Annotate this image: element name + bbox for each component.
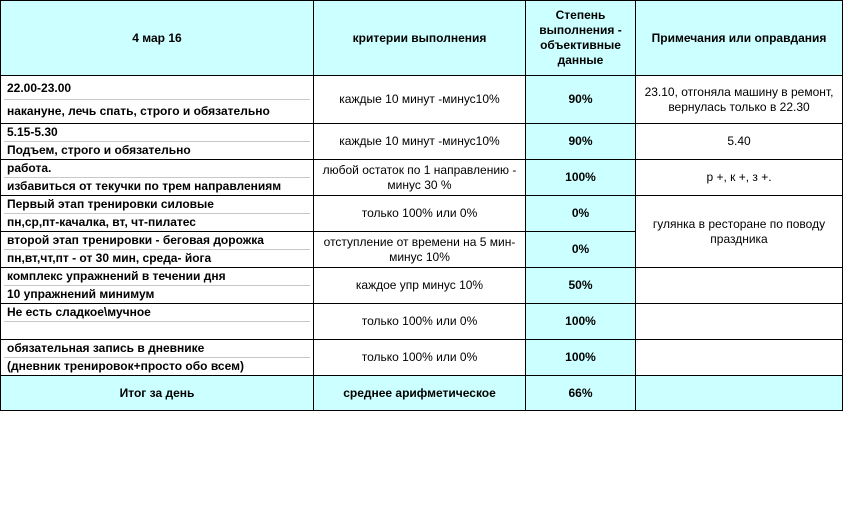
table-row — [1, 304, 843, 340]
table-row — [1, 340, 843, 376]
task-line-2: 10 упражнений минимум — [7, 287, 155, 301]
task-line-1: Не есть сладкое\мучное — [4, 304, 310, 322]
criteria-cell[interactable]: только 100% или 0% — [314, 196, 526, 232]
degree-cell[interactable]: 90% — [526, 76, 636, 124]
degree-cell[interactable]: 0% — [526, 196, 636, 232]
task-cell[interactable] — [1, 232, 314, 268]
task-cell[interactable] — [1, 196, 314, 232]
header-date[interactable]: 4 мар 16 — [1, 1, 314, 76]
task-line-2: накануне, лечь спать, строго и обязательно — [7, 104, 270, 118]
task-line-1: Первый этап тренировки силовые — [4, 196, 310, 214]
task-line-1: комплекс упражнений в течении дня — [4, 268, 310, 286]
degree-cell[interactable]: 100% — [526, 340, 636, 376]
task-line-1: 22.00-23.00 — [4, 77, 310, 100]
criteria-cell[interactable]: только 100% или 0% — [314, 304, 526, 340]
task-line-2: Подъем, строго и обязательно — [7, 143, 191, 157]
criteria-cell[interactable]: каждые 10 минут -минус10% — [314, 124, 526, 160]
task-cell[interactable] — [1, 304, 314, 340]
table-row — [1, 160, 843, 196]
table-row — [1, 268, 843, 304]
degree-cell[interactable]: 0% — [526, 232, 636, 268]
header-row — [1, 1, 843, 76]
total-degree[interactable]: 66% — [526, 376, 636, 411]
notes-cell[interactable]: 5.40 — [636, 124, 843, 160]
header-degree[interactable]: Степень выполнения - объективные данные — [526, 1, 636, 76]
notes-cell-merged[interactable]: гулянка в ресторане по поводу праздника — [636, 196, 843, 268]
task-line-2: избавиться от текучки по трем направлениям — [7, 179, 282, 193]
total-label[interactable]: Итог за день — [1, 376, 314, 411]
total-notes[interactable] — [636, 376, 843, 411]
task-cell[interactable] — [1, 160, 314, 196]
task-line-2 — [4, 322, 310, 339]
degree-cell[interactable]: 90% — [526, 124, 636, 160]
header-criteria[interactable]: критерии выполнения — [314, 1, 526, 76]
task-cell[interactable] — [1, 76, 314, 124]
task-cell[interactable] — [1, 340, 314, 376]
notes-cell[interactable]: р +, к +, з +. — [636, 160, 843, 196]
task-cell[interactable] — [1, 268, 314, 304]
degree-cell[interactable]: 50% — [526, 268, 636, 304]
degree-cell[interactable]: 100% — [526, 304, 636, 340]
criteria-cell[interactable]: отступление от времени на 5 мин- минус 10% — [314, 232, 526, 268]
task-line-1: 5.15-5.30 — [4, 124, 310, 142]
criteria-cell[interactable]: любой остаток по 1 направлению - минус 30 % — [314, 160, 526, 196]
notes-cell[interactable] — [636, 304, 843, 340]
notes-cell[interactable] — [636, 268, 843, 304]
task-line-2: (дневник тренировок+просто обо всем) — [7, 359, 244, 373]
criteria-cell[interactable]: каждые 10 минут -минус10% — [314, 76, 526, 124]
table-row — [1, 76, 843, 124]
task-line-2: пн,вт,чт,пт - от 30 мин, среда- йога — [7, 251, 212, 265]
task-line-2: пн,ср,пт-качалка, вт, чт-пилатес — [7, 215, 196, 229]
degree-cell[interactable]: 100% — [526, 160, 636, 196]
criteria-cell[interactable]: только 100% или 0% — [314, 340, 526, 376]
table-row — [1, 196, 843, 232]
total-criteria[interactable]: среднее арифметическое — [314, 376, 526, 411]
criteria-cell[interactable]: каждое упр минус 10% — [314, 268, 526, 304]
task-line-1: работа. — [4, 160, 310, 178]
header-notes[interactable]: Примечания или оправдания — [636, 1, 843, 76]
table-row — [1, 124, 843, 160]
notes-cell[interactable]: 23.10, отгоняла машину в ремонт, вернулась только в 22.30 — [636, 76, 843, 124]
task-cell[interactable] — [1, 124, 314, 160]
task-line-1: второй этап тренировки - беговая дорожка — [4, 232, 310, 250]
task-line-1: обязательная запись в дневнике — [4, 340, 310, 358]
total-row — [1, 376, 843, 411]
notes-cell[interactable] — [636, 340, 843, 376]
